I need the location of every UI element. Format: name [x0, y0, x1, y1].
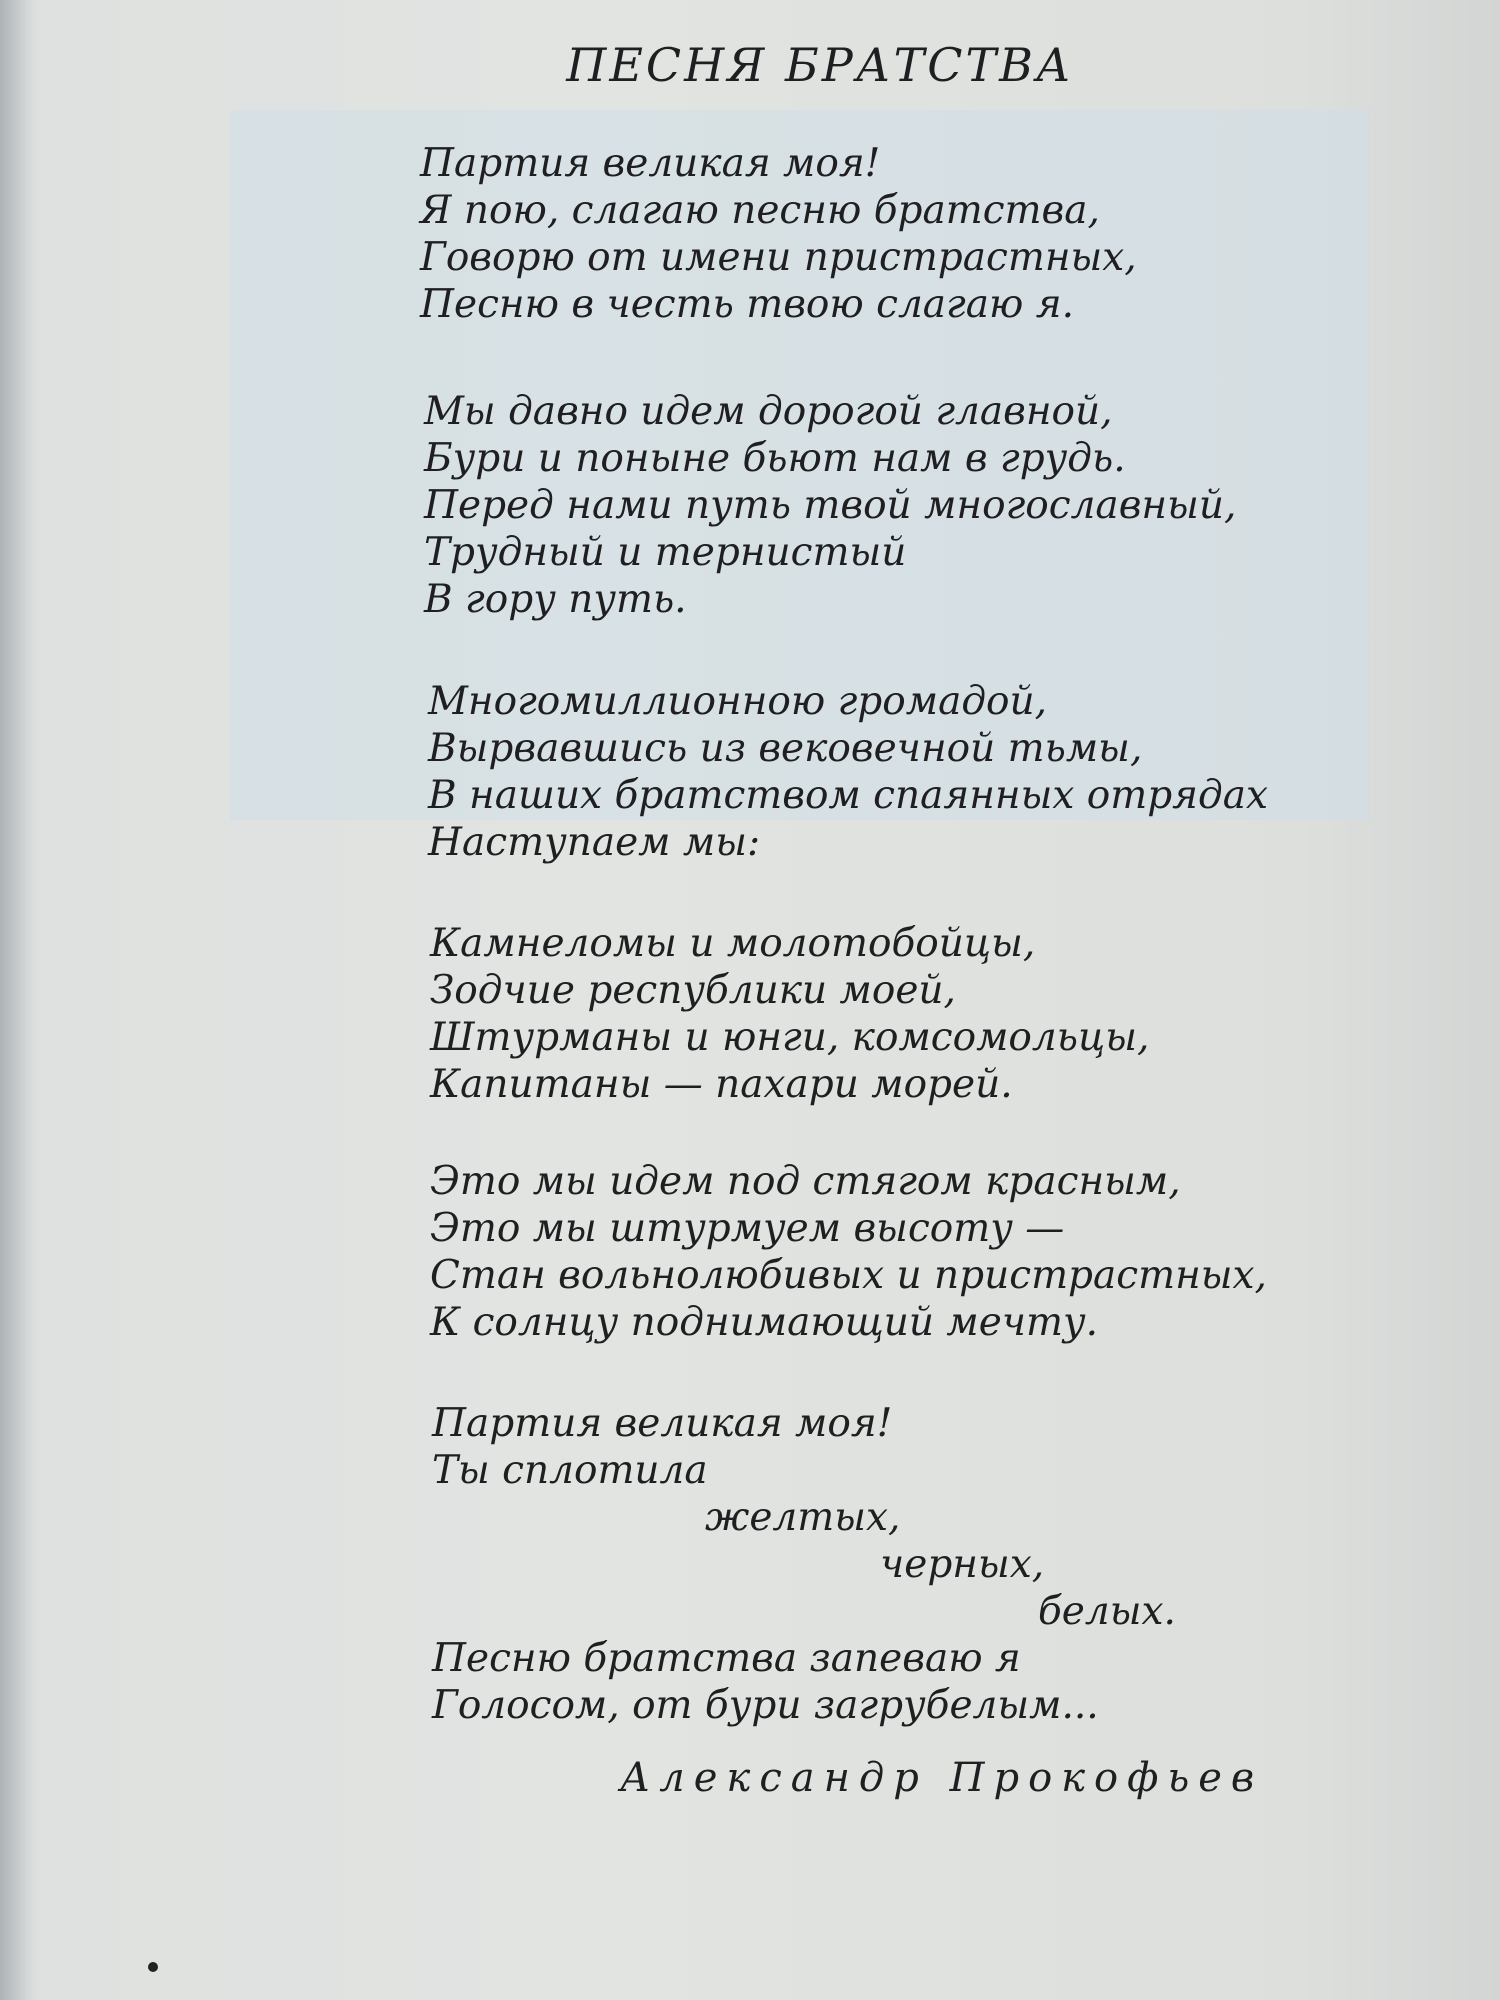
- stanza-1: [0, 140, 1500, 328]
- poem-line: Партия великая моя!: [420, 141, 881, 186]
- poem-line: К солнцу поднимающий мечту.: [430, 1300, 1099, 1345]
- poem-line: Ты сплотила: [432, 1448, 708, 1493]
- poem-line: Бури и поныне бьют нам в грудь.: [424, 436, 1126, 481]
- ink-dot: [148, 1962, 158, 1972]
- poem-line: Камнеломы и молотобойцы,: [430, 921, 1036, 966]
- poem-line: Мы давно идем дорогой главной,: [424, 389, 1113, 434]
- poem-line: Многомиллионною громадой,: [428, 679, 1048, 724]
- stanza-3: [0, 678, 1500, 866]
- poem-title: ПЕСНЯ БРАТСТВА: [566, 38, 1074, 92]
- poem-line: Песню в честь твою слагаю я.: [420, 282, 1074, 327]
- poem-line: Перед нами путь твой многославный,: [424, 483, 1237, 528]
- poem-line: белых.: [1038, 1589, 1176, 1634]
- stanza-6: [0, 1400, 1500, 1729]
- poem-line: Стан вольнолюбивых и пристрастных,: [430, 1253, 1267, 1298]
- poem-line: Капитаны — пахари морей.: [430, 1062, 1013, 1107]
- poem-line: черных,: [880, 1542, 1045, 1587]
- poem-line: Это мы штурмуем высоту —: [430, 1206, 1065, 1251]
- poem-author: Александр Прокофьев: [620, 1755, 1264, 1801]
- poem-line: Песню братства запеваю я: [432, 1636, 1021, 1681]
- poem-line: Штурманы и юнги, комсомольцы,: [430, 1015, 1150, 1060]
- poem-line: В гору путь.: [424, 577, 687, 622]
- poem-line: Я пою, слагаю песню братства,: [420, 188, 1100, 233]
- stanza-2: [0, 388, 1500, 623]
- poem-line: Зодчие республики моей,: [430, 968, 956, 1013]
- poem-line: Это мы идем под стягом красным,: [430, 1159, 1181, 1204]
- poem-line: Говорю от имени пристрастных,: [420, 235, 1137, 280]
- poem-line: Наступаем мы:: [428, 820, 761, 865]
- stanza-4: [0, 920, 1500, 1108]
- poem-line: желтых,: [705, 1495, 901, 1540]
- poem-line: Голосом, от бури загрубелым...: [432, 1683, 1099, 1728]
- poem-line: В наших братством спаянных отрядах: [428, 773, 1268, 818]
- stanza-5: [0, 1158, 1500, 1346]
- poem-line: Трудный и тернистый: [424, 530, 907, 575]
- poem-line: Вырвавшись из вековечной тьмы,: [428, 726, 1143, 771]
- poem-line: Партия великая моя!: [432, 1401, 893, 1446]
